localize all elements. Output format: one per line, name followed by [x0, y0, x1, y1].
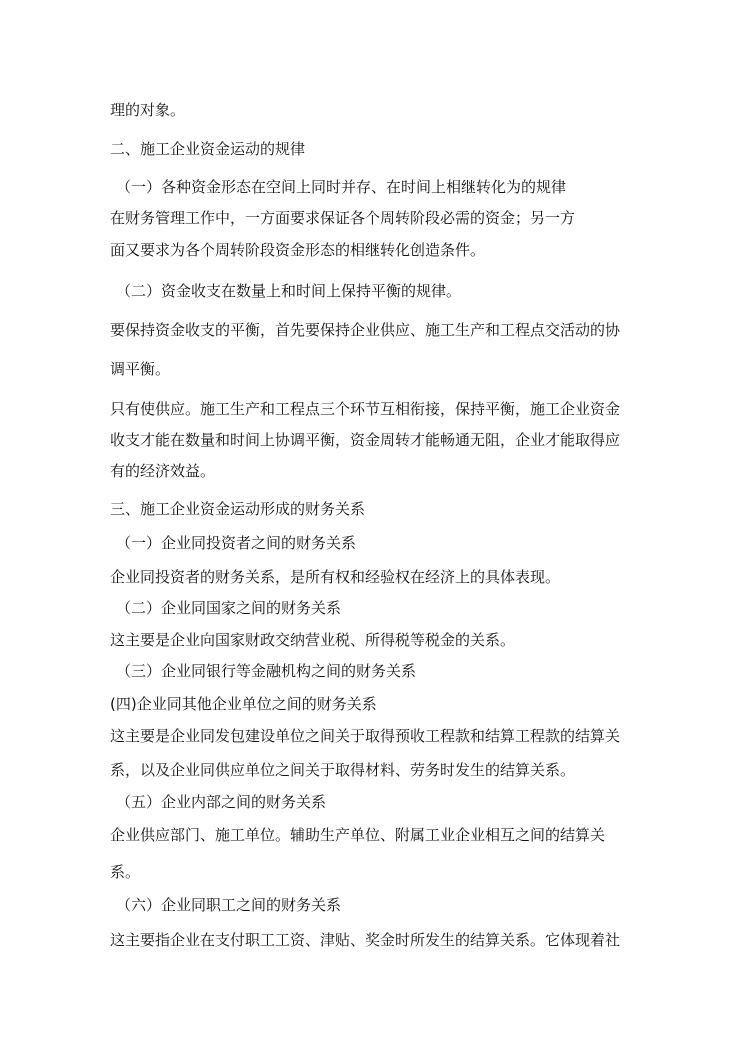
- text-line: 面又要求为各个周转阶段资金形态的相继转化创造条件。: [110, 241, 486, 259]
- text-line: 企业供应部门、施工单位。辅助生产单位、附属工业企业相互之间的结算关: [110, 826, 606, 844]
- text-line: 只有使供应。施工生产和工程点三个环节互相衔接，保持平衡，施工企业资金: [110, 400, 621, 418]
- subsection-heading: （一）企业同投资者之间的财务关系: [116, 534, 357, 552]
- text-line: 有的经济效益。: [110, 462, 216, 480]
- text-line: 这主要是企业向国家财政交纳营业税、所得税等税金的关系。: [110, 631, 516, 649]
- subsection-heading: （一）各种资金形态在空间上同时并存、在时间上相继转化为的规律: [116, 178, 567, 196]
- text-line: 调平衡。: [110, 360, 171, 378]
- subsection-heading: （三）企业同银行等金融机构之间的财务关系: [116, 662, 417, 680]
- text-line: 这主要是企业同发包建设单位之间关于取得预收工程款和结算工程款的结算关: [110, 727, 621, 745]
- subsection-heading: （二）企业同国家之间的财务关系: [116, 599, 342, 617]
- subsection-heading: (四)企业同其他企业单位之间的财务关系: [110, 695, 377, 713]
- text-line: 系。: [110, 863, 141, 881]
- text-line: 收支才能在数量和时间上协调平衡，资金周转才能畅通无阻，企业才能取得应: [110, 431, 621, 449]
- section-heading: 二、施工企业资金运动的规律: [110, 140, 306, 158]
- section-heading: 三、施工企业资金运动形成的财务关系: [110, 500, 366, 518]
- text-line: 理的对象。: [110, 101, 186, 119]
- text-line: 系，以及企业同供应单位之间关于取得材料、劳务时发生的结算关系。: [110, 761, 576, 779]
- subsection-heading: （二）资金收支在数量上和时间上保持平衡的规律。: [116, 282, 462, 300]
- text-line: 这主要指企业在支付职工工资、津贴、奖金时所发生的结算关系。它体现着社: [110, 931, 621, 949]
- text-line: 要保持资金收支的平衡，首先要保持企业供应、施工生产和工程点交活动的协: [110, 321, 621, 339]
- text-line: 在财务管理工作中，一方面要求保证各个周转阶段必需的资金；另一方: [110, 209, 576, 227]
- text-line: 企业同投资者的财务关系，是所有权和经验权在经济上的具体表现。: [110, 568, 561, 586]
- subsection-heading: （六）企业同职工之间的财务关系: [116, 896, 342, 914]
- subsection-heading: （五）企业内部之间的财务关系: [116, 793, 327, 811]
